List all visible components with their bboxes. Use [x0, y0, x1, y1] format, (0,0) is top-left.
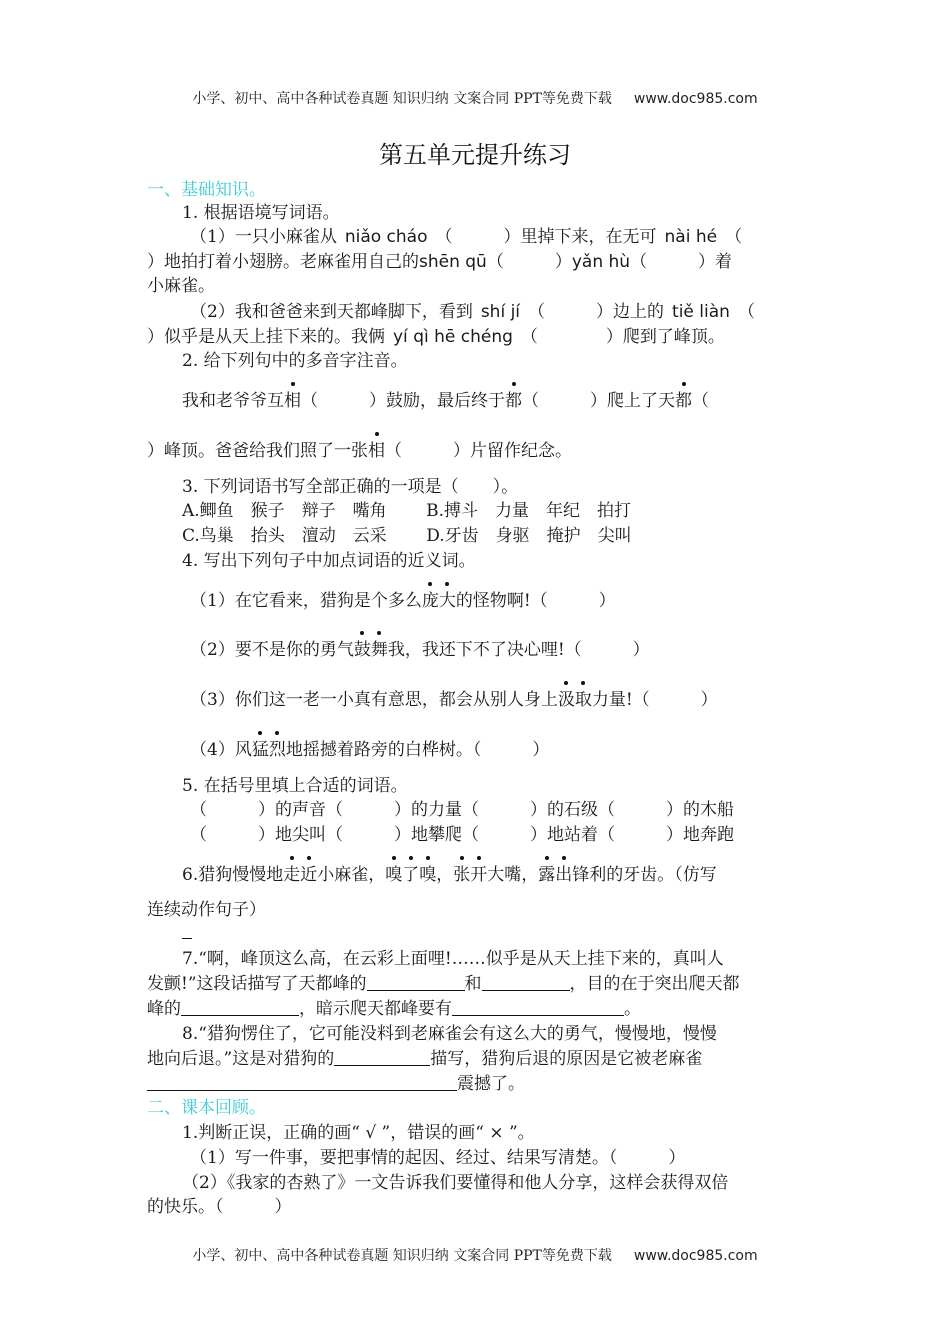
q8-blank-1[interactable]: [334, 1047, 430, 1066]
header-url[interactable]: www.doc985.com: [633, 91, 758, 107]
s2-q1-item2: （2）《我家的杏熟了》一文告诉我们要懂得和他人分享，这样会获得双倍: [182, 1173, 729, 1193]
section-2-heading: 二、课本回顾。: [147, 1098, 266, 1118]
q8-line1: 8.“猎狗愣住了，它可能没料到老麻雀会有这么大的勇气，慢慢地，慢慢: [182, 1024, 717, 1044]
q6-answer-line[interactable]: [182, 922, 950, 946]
q7-line2: 发颤!”这段话描写了天都峰的 和 ，目的在于突出爬天都: [147, 974, 740, 994]
q6-line1: 6.猎狗慢慢地走近小麻雀，嗅了嗅，张开大嘴，露出锋利的牙齿。（仿写: [182, 865, 717, 885]
q5-row1: （ ）的声音（ ）的力量（ ）的石级（ ）的木船: [190, 800, 734, 820]
q7-blank-3[interactable]: [181, 997, 299, 1016]
q2-line1: 我和老爷爷互相（ ）鼓励，最后终于都（ ）爬上了天都（: [182, 391, 709, 411]
q1-line5: ）似乎是从天上挂下来的。我俩 yí qì hē chéng （ ）爬到了峰顶。: [147, 327, 725, 347]
s2-q1-item2-cont: 的快乐。（ ）: [147, 1197, 292, 1217]
q2-line2: ）峰顶。爸爸给我们照了一张相（ ）片留作纪念。: [147, 441, 572, 461]
q4-s4: （4）风猛烈地摇撼着路旁的白桦树。（ ）: [190, 740, 550, 760]
q7-line1: 7.“啊，峰顶这么高，在云彩上面哩!……似乎是从天上挂下来的，真叫人: [182, 949, 724, 969]
q4-stem: 4. 写出下列句子中加点词语的近义词。: [182, 551, 476, 571]
q5-stem: 5. 在括号里填上合适的词语。: [182, 776, 408, 796]
q5-row2: （ ）地尖叫（ ）地攀爬（ ）地站着（ ）地奔跑: [190, 825, 734, 845]
q3-row1: A.鲫鱼 猴子 辩子 嘴角 B.搏斗 力量 年纪 拍打: [182, 501, 631, 521]
q2-stem: 2. 给下列句中的多音字注音。: [182, 351, 408, 371]
q4-s2: （2）要不是你的勇气鼓舞我，我还下不了决心哩!（ ）: [190, 640, 650, 660]
header-text: 小学、初中、高中各种试卷真题 知识归纳 文案合同 PPT等免费下载: [192, 91, 612, 107]
q7-blank-2[interactable]: [482, 972, 570, 991]
q1-line2: ）地拍打着小翅膀。老麻雀用自己的shēn qū（ ）yǎn hù（ ）着: [147, 252, 733, 272]
answer-underline[interactable]: [182, 924, 192, 939]
page-header: [0, 88, 950, 108]
q7-blank-1[interactable]: [367, 972, 465, 991]
q7-blank-4[interactable]: [452, 997, 624, 1016]
q4-s3: （3）你们这一老一小真有意思，都会从别人身上汲取力量!（ ）: [190, 690, 718, 710]
q1-line4: （2）我和爸爸来到天都峰脚下，看到 shí jí （ ）边上的 tiě liàn （: [190, 302, 755, 322]
q1-line1: （1）一只小麻雀从 niǎo cháo （ ）里掉下来，在无可 nài hé （: [190, 227, 743, 247]
section-1-heading: 一、基础知识。: [147, 180, 266, 200]
page-footer: [0, 1245, 950, 1265]
footer-text: 小学、初中、高中各种试卷真题 知识归纳 文案合同 PPT等免费下载: [192, 1248, 612, 1264]
page-title: 第五单元提升练习: [379, 141, 571, 169]
q4-s1: （1）在它看来，猎狗是个多么庞大的怪物啊!（ ）: [190, 591, 616, 611]
q3-row2: C.鸟巢 抬头 澶动 云采 D.牙齿 身驱 掩护 尖叫: [182, 526, 632, 546]
q6-line2: 连续动作句子）: [147, 900, 266, 920]
q8-line2: 地向后退。”这是对猎狗的 描写，猎狗后退的原因是它被老麻雀: [147, 1049, 703, 1069]
footer-url[interactable]: www.doc985.com: [633, 1248, 758, 1264]
q1-line3: 小麻雀。: [147, 276, 215, 296]
q8-blank-2[interactable]: [147, 1072, 457, 1091]
s2-q1-stem: 1.判断正误，正确的画“ √ ”，错误的画“ × ”。: [182, 1123, 535, 1143]
s2-q1-item1: （1）写一件事，要把事情的起因、经过、结果写清楚。（ ）: [190, 1148, 686, 1168]
q7-line3: 峰的 ，暗示爬天都峰要有 。: [147, 999, 641, 1019]
q3-stem: 3. 下列词语书写全部正确的一项是（ ）。: [182, 477, 519, 497]
q8-line3: 震撼了。: [147, 1072, 950, 1096]
q1-stem: 1. 根据语境写词语。: [182, 203, 340, 223]
